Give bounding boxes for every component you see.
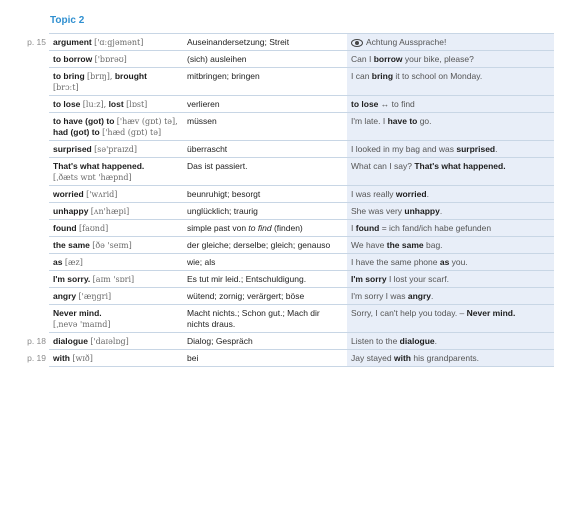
- example-sentence: [347, 96, 554, 113]
- german-translation: wie; als: [183, 254, 347, 271]
- example-text: I: [351, 223, 356, 233]
- table-row: [20, 254, 554, 271]
- phonetic-transcription: [sə'praɪzd]: [94, 145, 138, 154]
- italic-term: to find: [248, 223, 272, 233]
- phonetic-transcription: ['hæv (gɒt) tə],: [116, 117, 178, 126]
- phonetic-transcription: [ˌnevə 'maɪnd]: [53, 320, 111, 329]
- phonetic-transcription: ['æŋgri]: [78, 292, 112, 301]
- example-sentence: [347, 305, 554, 333]
- table-row: [20, 271, 554, 288]
- page-reference: [20, 141, 49, 158]
- example-text: bag.: [423, 240, 443, 250]
- headword: with: [53, 353, 70, 363]
- example-text: I'm late. I: [351, 116, 388, 126]
- page-reference: p. 15: [27, 36, 46, 47]
- german-translation: beunruhigt; besorgt: [183, 186, 347, 203]
- table-row: [20, 186, 554, 203]
- highlighted-word: have to: [387, 116, 418, 126]
- example-text: Sorry, I can't help you today. –: [351, 308, 467, 318]
- english-term: [49, 220, 183, 237]
- example-text: you.: [449, 257, 468, 267]
- highlighted-word: unhappy: [404, 206, 440, 216]
- phonetic-transcription: ['hæd (gɒt) tə]: [102, 128, 162, 137]
- headword: angry: [53, 291, 77, 301]
- headword: to borrow: [53, 54, 93, 64]
- example-sentence: [347, 203, 554, 220]
- example-text: She was very: [351, 206, 405, 216]
- example-sentence: [347, 288, 554, 305]
- headword: to lose: [53, 99, 81, 109]
- phonetic-transcription: [ˌðæts wɒt 'hæpnd]: [53, 173, 132, 182]
- phonetic-transcription: [aɪm 'sɒri]: [92, 275, 135, 284]
- highlighted-word: That's what happened.: [414, 161, 506, 171]
- phonetic-transcription: [ʌn'hæpi]: [90, 207, 130, 216]
- phonetic-transcription: [lɒst]: [126, 100, 148, 109]
- example-sentence: [347, 220, 554, 237]
- example-sentence: [347, 34, 554, 51]
- headword: the same: [53, 240, 90, 250]
- german-translation: unglücklich; traurig: [183, 203, 347, 220]
- phonetic-transcription: [luːz],: [82, 100, 107, 109]
- german-translation: simple past von to find (finden): [183, 220, 347, 237]
- example-text: = ich fand/ich habe gefunden: [379, 223, 492, 233]
- example-text: it to school on Monday.: [393, 71, 483, 81]
- headword: to have (got) to: [53, 116, 115, 126]
- phonetic-transcription: [brɔːt]: [53, 83, 79, 92]
- example-text: .: [439, 206, 443, 216]
- phonetic-transcription: ['ɑːgjəmənt]: [94, 38, 144, 47]
- phonetic-transcription: [æz]: [64, 258, 83, 267]
- page-reference: [20, 186, 49, 203]
- english-term: [49, 68, 183, 96]
- vocabulary-table-body: [20, 34, 554, 367]
- highlighted-word: bring: [371, 71, 394, 81]
- page-reference: [20, 203, 49, 220]
- german-translation: mitbringen; bringen: [183, 68, 347, 96]
- english-term: [49, 203, 183, 220]
- page-reference: [20, 113, 49, 141]
- german-translation: Dialog; Gespräch: [183, 333, 347, 350]
- highlighted-word: I'm sorry: [351, 274, 387, 284]
- table-row: [20, 220, 554, 237]
- example-text: I was really: [351, 189, 396, 199]
- example-sentence: [347, 68, 554, 96]
- example-text: What can I say?: [351, 161, 415, 171]
- page-reference: [20, 237, 49, 254]
- highlighted-word: as: [439, 257, 450, 267]
- english-term: [49, 34, 183, 51]
- english-term: [49, 333, 183, 350]
- english-term: [49, 305, 183, 333]
- highlighted-word: borrow: [373, 54, 403, 64]
- table-row: [20, 237, 554, 254]
- table-row: [20, 113, 554, 141]
- example-text: Listen to the: [351, 336, 400, 346]
- example-text: I looked in my bag and was: [351, 144, 457, 154]
- page-reference: [20, 288, 49, 305]
- english-term: [49, 350, 183, 367]
- example-text: Can I: [351, 54, 374, 64]
- eye-icon: [351, 39, 363, 47]
- example-sentence: [347, 271, 554, 288]
- page-reference: p. 19: [27, 352, 46, 363]
- german-translation: Das ist passiert.: [183, 158, 347, 186]
- highlighted-word: the same: [386, 240, 424, 250]
- vocabulary-table: [20, 33, 554, 367]
- example-text: We have: [351, 240, 387, 250]
- example-sentence: [347, 158, 554, 186]
- table-row: [20, 158, 554, 186]
- page-reference: [20, 220, 49, 237]
- page-reference: [20, 254, 49, 271]
- example-text: I have the same phone: [351, 257, 440, 267]
- phonetic-transcription: ['wʌrid]: [86, 190, 118, 199]
- example-sentence: [347, 141, 554, 158]
- phonetic-transcription: [ðə 'seɪm]: [92, 241, 132, 250]
- german-translation: (sich) ausleihen: [183, 51, 347, 68]
- example-sentence: [347, 237, 554, 254]
- table-row: [20, 288, 554, 305]
- german-translation: Es tut mir leid.; Entschuldigung.: [183, 271, 347, 288]
- english-term: [49, 96, 183, 113]
- example-text: ↔ to find: [378, 99, 415, 109]
- table-row: [20, 141, 554, 158]
- highlighted-word: worried: [395, 189, 427, 199]
- highlighted-word: angry: [407, 291, 432, 301]
- example-sentence: [347, 254, 554, 271]
- example-text: I can: [351, 71, 372, 81]
- highlighted-word: Never mind.: [466, 308, 516, 318]
- example-sentence: [347, 186, 554, 203]
- phonetic-transcription: [faʊnd]: [78, 224, 109, 233]
- example-sentence: [347, 113, 554, 141]
- example-text: his grandparents.: [411, 353, 480, 363]
- headword: I'm sorry.: [53, 274, 91, 284]
- highlighted-word: found: [355, 223, 380, 233]
- headword: argument: [53, 37, 92, 47]
- english-term: [49, 51, 183, 68]
- example-text: .: [495, 144, 498, 154]
- highlighted-word: with: [394, 353, 411, 363]
- english-term: [49, 254, 183, 271]
- example-text: your bike, please?: [402, 54, 474, 64]
- table-row: [20, 350, 554, 367]
- page-reference: p. 18: [27, 335, 46, 346]
- example-text: .: [434, 336, 437, 346]
- page-reference: [20, 305, 49, 333]
- headword: found: [53, 223, 77, 233]
- english-term: [49, 141, 183, 158]
- phonetic-transcription: ['bɒrəʊ]: [94, 55, 127, 64]
- page-reference: [20, 68, 49, 96]
- table-row: [20, 51, 554, 68]
- headword: brought: [114, 71, 147, 81]
- german-translation: überrascht: [183, 141, 347, 158]
- headword: Never mind.: [53, 308, 102, 318]
- example-text: .: [431, 291, 434, 301]
- german-translation: verlieren: [183, 96, 347, 113]
- english-term: [49, 158, 183, 186]
- highlighted-word: dialogue: [399, 336, 435, 346]
- headword: That's what happened.: [53, 161, 145, 171]
- english-term: [49, 113, 183, 141]
- example-sentence: [347, 350, 554, 367]
- headword: unhappy: [53, 206, 89, 216]
- highlighted-word: to lose: [351, 99, 379, 109]
- example-text: Jay stayed: [351, 353, 394, 363]
- german-translation: Macht nichts.; Schon gut.; Mach dir nichts draus.: [183, 305, 347, 333]
- table-row: [20, 34, 554, 51]
- german-translation: der gleiche; derselbe; gleich; genauso: [183, 237, 347, 254]
- table-row: [20, 333, 554, 350]
- headword: had (got) to: [53, 127, 100, 137]
- german-translation: müssen: [183, 113, 347, 141]
- example-text: go.: [417, 116, 432, 126]
- english-term: [49, 186, 183, 203]
- headword: lost: [108, 99, 124, 109]
- english-term: [49, 271, 183, 288]
- highlighted-word: surprised: [456, 144, 496, 154]
- table-row: [20, 203, 554, 220]
- table-row: [20, 305, 554, 333]
- headword: surprised: [53, 144, 92, 154]
- headword: as: [53, 257, 63, 267]
- headword: worried: [53, 189, 84, 199]
- table-row: [20, 68, 554, 96]
- page-reference: [20, 158, 49, 186]
- page-reference: [20, 96, 49, 113]
- page-reference: [20, 271, 49, 288]
- headword: to bring: [53, 71, 85, 81]
- example-sentence: [347, 333, 554, 350]
- german-translation: Auseinandersetzung; Streit: [183, 34, 347, 51]
- example-text: Achtung Aussprache!: [366, 37, 447, 47]
- german-translation: bei: [183, 350, 347, 367]
- page-reference: [20, 51, 49, 68]
- example-text: I lost your scarf.: [386, 274, 449, 284]
- example-text: I'm sorry I was: [351, 291, 408, 301]
- phonetic-transcription: ['daɪəlɒg]: [90, 337, 129, 346]
- example-text: .: [426, 189, 429, 199]
- table-row: [20, 96, 554, 113]
- english-term: [49, 237, 183, 254]
- german-translation: wütend; zornig; verärgert; böse: [183, 288, 347, 305]
- headword: dialogue: [53, 336, 88, 346]
- topic-heading: Topic 2: [50, 15, 85, 26]
- english-term: [49, 288, 183, 305]
- example-sentence: [347, 51, 554, 68]
- phonetic-transcription: [wɪð]: [72, 354, 93, 363]
- phonetic-transcription: [brɪŋ],: [87, 72, 113, 81]
